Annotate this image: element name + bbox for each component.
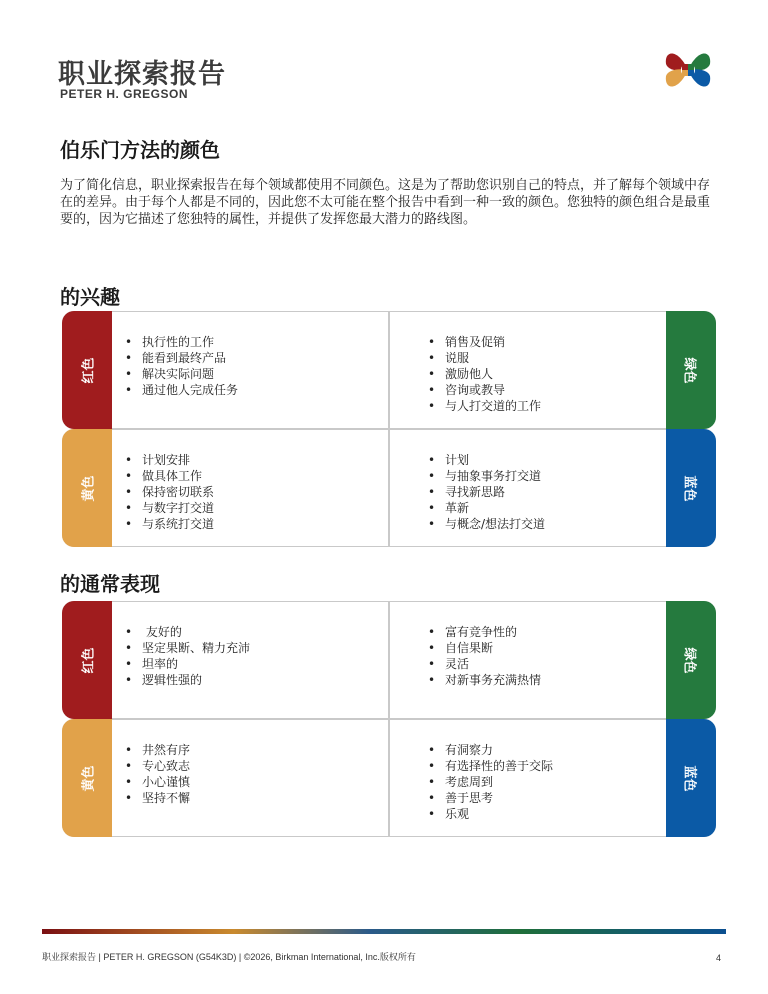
list-item: • 计划安排 — [125, 452, 214, 468]
usual-section-title: 的通常表现 — [60, 572, 160, 596]
report-title: 职业探索报告 — [58, 59, 226, 90]
list-item: • 灵活 — [428, 656, 541, 672]
list-item: • 革新 — [428, 500, 545, 516]
list-item: • 考虑周到 — [428, 774, 553, 790]
list-item: • 通过他人完成任务 — [125, 382, 238, 398]
green-label: 绿色 — [681, 356, 697, 384]
list-item: • 小心谨慎 — [125, 774, 190, 790]
blue-tab — [666, 719, 716, 837]
footer-text: 职业探索报告 | PETER H. GREGSON (G54K3D) | ©2026, Birkman International, Inc.版权所有 — [42, 952, 416, 962]
usual-yellow-quadrant — [62, 719, 389, 837]
interests-yellow-quadrant — [62, 429, 389, 547]
list-item: • 坚定果断、精力充沛 — [125, 640, 250, 656]
list-item: • 与抽象事务打交道 — [428, 468, 545, 484]
blue-tab — [666, 429, 716, 547]
list-item: • 与系统打交道 — [125, 516, 214, 532]
red-label: 红色 — [81, 646, 97, 674]
green-tab — [666, 311, 716, 429]
blue-label: 蓝色 — [681, 764, 697, 792]
birkman-logo-icon — [660, 42, 716, 98]
list-item: • 能看到最终产品 — [125, 350, 238, 366]
person-name: PETER H. GREGSON — [60, 87, 189, 101]
list-item: • 井然有序 — [125, 742, 190, 758]
list-item: • 有洞察力 — [428, 742, 553, 758]
list-item: • 销售及促销 — [428, 334, 541, 350]
yellow-tab — [62, 719, 112, 837]
blue-label: 蓝色 — [681, 474, 697, 502]
list-item: • 说服 — [428, 350, 541, 366]
list-item: • 与人打交道的工作 — [428, 398, 541, 414]
colors-intro-paragraph: 为了简化信息，职业探索报告在每个领域都使用不同颜色。这是为了帮助您识别自己的特点，并了解每个领域中存在的差异。由于每个人都是不同的，因此您不太可能在整个报告中看到一种一致的颜色。您独特的颜色组合是最重要的，因为它描述了您独特的属性，并提供了发挥您最大潜力的路线图。 — [60, 178, 711, 227]
page-number: 4 — [716, 953, 722, 963]
list-item: • 专心致志 — [125, 758, 190, 774]
list-item: • 逻辑性强的 — [125, 672, 250, 688]
list-item: • 坦率的 — [125, 656, 250, 672]
interests-red-quadrant — [62, 311, 389, 429]
usual-blue-list — [428, 742, 553, 822]
list-item: • 善于思考 — [428, 790, 553, 806]
green-label: 绿色 — [681, 646, 697, 674]
list-item: • 友好的 — [125, 624, 250, 640]
list-item: • 保持密切联系 — [125, 484, 214, 500]
list-item: • 有选择性的善于交际 — [428, 758, 553, 774]
list-item: • 乐观 — [428, 806, 553, 822]
green-tab — [666, 601, 716, 719]
usual-blue-quadrant — [389, 719, 716, 837]
usual-green-quadrant — [389, 601, 716, 719]
list-item: • 与概念/想法打交道 — [428, 516, 545, 532]
list-item: • 寻找新思路 — [428, 484, 545, 500]
list-item: • 计划 — [428, 452, 545, 468]
interests-green-list — [428, 334, 541, 414]
usual-red-quadrant — [62, 601, 389, 719]
yellow-label: 黄色 — [81, 474, 97, 502]
list-item: • 做具体工作 — [125, 468, 214, 484]
list-item: • 富有竞争性的 — [428, 624, 541, 640]
red-label: 红色 — [81, 356, 97, 384]
footer-color-bar — [42, 929, 726, 934]
list-item: • 自信果断 — [428, 640, 541, 656]
red-tab — [62, 311, 112, 429]
usual-yellow-list — [125, 742, 190, 806]
list-item: • 对新事务充满热情 — [428, 672, 541, 688]
yellow-tab — [62, 429, 112, 547]
interests-green-quadrant — [389, 311, 716, 429]
interests-yellow-list — [125, 452, 214, 532]
interests-blue-quadrant — [389, 429, 716, 547]
usual-red-list — [125, 624, 250, 688]
colors-section-title: 伯乐门方法的颜色 — [60, 138, 220, 162]
list-item: • 咨询或教导 — [428, 382, 541, 398]
interests-section-title: 的兴趣 — [60, 285, 120, 309]
list-item: • 激励他人 — [428, 366, 541, 382]
yellow-label: 黄色 — [81, 764, 97, 792]
list-item: • 执行性的工作 — [125, 334, 238, 350]
interests-blue-list — [428, 452, 545, 532]
list-item: • 坚持不懈 — [125, 790, 190, 806]
usual-green-list — [428, 624, 541, 688]
red-tab — [62, 601, 112, 719]
list-item: • 解决实际问题 — [125, 366, 238, 382]
interests-red-list — [125, 334, 238, 398]
list-item: • 与数字打交道 — [125, 500, 214, 516]
